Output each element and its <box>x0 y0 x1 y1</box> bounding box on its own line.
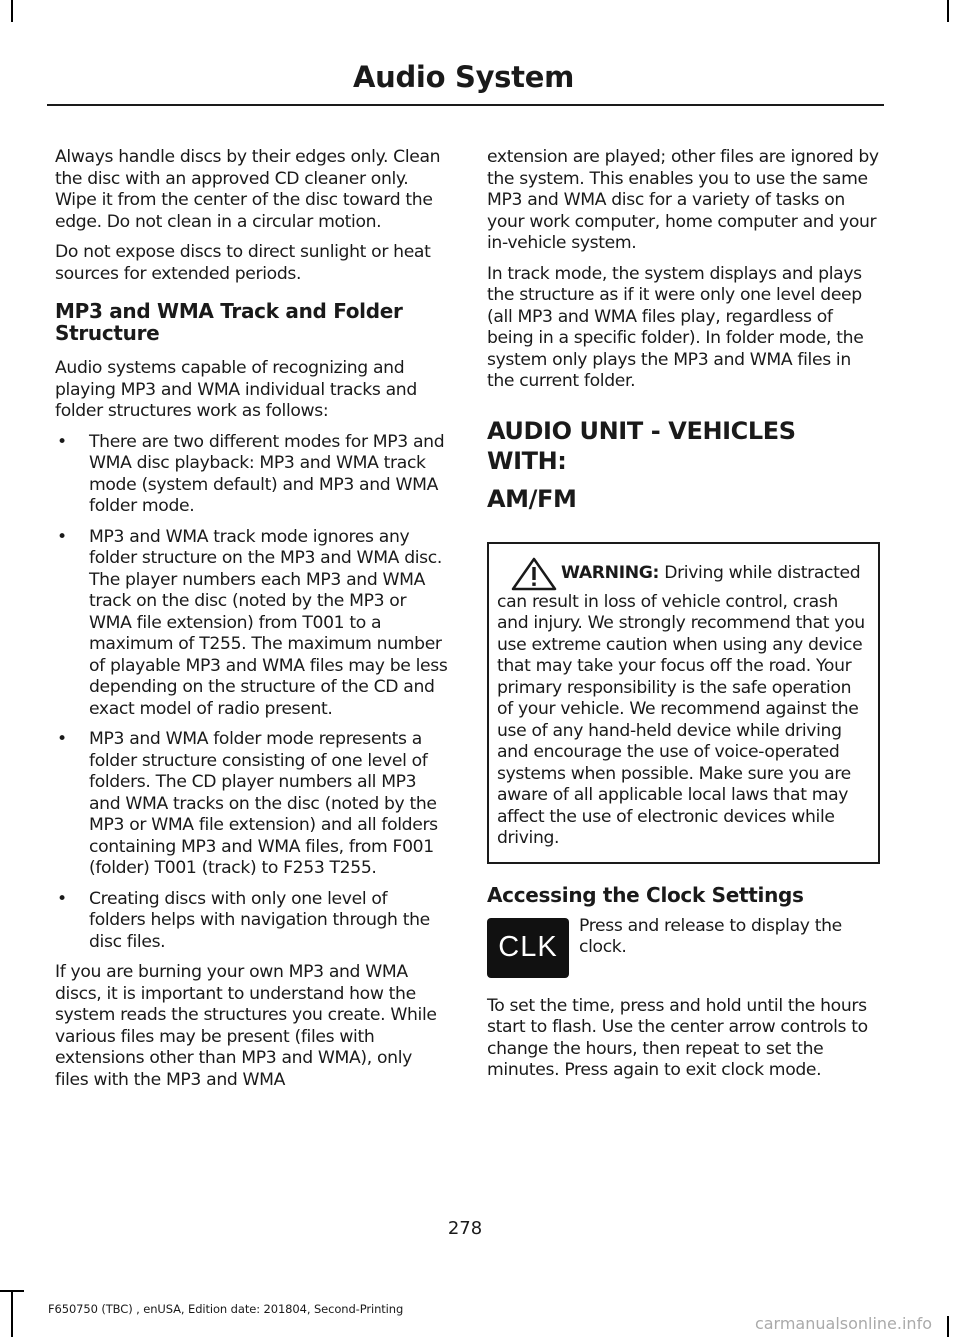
warning-text: Driving while distracted can result in loss of vehicle control, crash and injury. We strongly recommend that you use extreme caution when using any device that may take your focus off the road. Your primary responsibility is the safe operation of your vehicle. We recommend against the use of any hand-held device while driving and encourage the use of voice-operated systems when possible. Make sure you are aware of all applicable local laws that may affect the use of electronic devices while driving. <box>497 562 865 848</box>
extension-paragraph: extension are played; other files are ignored by the system. This enables you to use the same MP3 and WMA disc for a variety of tasks on your work computer, home computer and your in-vehicle system. <box>487 147 879 253</box>
right-column <box>487 147 880 1091</box>
burning-discs-paragraph: If you are burning your own MP3 and WMA discs, it is important to understand how the system reads the structures you create. While various files may be present (files with extensions other than MP3 and WMA), only files with the MP3 and WMA <box>55 962 437 1090</box>
list-item <box>55 729 448 880</box>
page-header-title: Audio System <box>352 60 574 94</box>
mp3-structure-heading: MP3 and WMA Track and Folder Structure <box>55 299 403 345</box>
warning-box <box>487 542 880 864</box>
list-item-text: There are two different modes for MP3 and WMA disc playback: MP3 and WMA track mode (system default) and MP3 and WMA folder mode. <box>89 431 445 516</box>
clk-instruction-row <box>487 916 880 984</box>
list-item-text: MP3 and WMA folder mode represents a folder structure consisting of one level of folders. The CD player numbers all MP3 and WMA tracks on the disc (noted by the MP3 or WMA file extension) and all folders containing MP3 and WMA files, from F001 (folder) T001 (track) to F253 T255. <box>89 729 438 878</box>
list-item-text: Creating discs with only one level of folders helps with navigation through the disc files. <box>89 888 430 952</box>
list-item <box>55 432 448 518</box>
set-time-paragraph: To set the time, press and hold until the hours start to flash. Use the center arrow controls to change the hours, then repeat to set the minutes. Press again to exit clock mode. <box>487 995 868 1080</box>
bullet-icon: • <box>57 888 67 909</box>
warning-label: WARNING: <box>561 562 660 583</box>
list-item <box>55 889 448 954</box>
edition-footer: F650750 (TBC) , enUSA, Edition date: 201804, Second-Printing <box>48 1302 404 1316</box>
crop-mark-top-left <box>11 0 13 22</box>
list-item-text: MP3 and WMA track mode ignores any folder structure on the MP3 and WMA disc. The player numbers each MP3 and WMA track on the disc (noted by the MP3 or WMA file extension) from T001 to a maximum of T255. The maximum number of playable MP3 and WMA files may be less depending on the structure of the CD and exact model of radio present. <box>89 526 448 719</box>
bullet-icon: • <box>57 431 67 452</box>
track-mode-paragraph: In track mode, the system displays and plays the structure as if it were only one level deep (all MP3 and WMA files play, regardless of being in a specific folder). In folder mode, the system only plays the MP3 and WMA files in the current folder. <box>487 263 864 391</box>
crop-mark-bottom-right <box>947 1316 949 1337</box>
header-rule <box>47 104 884 106</box>
clock-settings-heading: Accessing the Clock Settings <box>487 882 804 907</box>
watermark: carmanualsonline.info <box>754 1314 932 1333</box>
page-number: 278 <box>447 1218 483 1239</box>
clk-instruction-text: Press and release to display the clock. <box>579 915 842 957</box>
crop-mark-top-right <box>947 0 949 22</box>
crop-mark-bottom-left-h <box>0 1290 24 1292</box>
am-fm-heading: AM/FM <box>487 484 577 513</box>
crop-mark-bottom-left <box>11 1290 13 1337</box>
bullet-icon: • <box>57 526 67 547</box>
list-item <box>55 527 448 721</box>
audio-unit-heading: AUDIO UNIT - VEHICLES WITH: <box>487 416 796 475</box>
disc-handling-paragraph: Always handle discs by their edges only. Clean the disc with an approved CD cleaner only. Wipe it from the center of the disc toward the edge. Do not clean in a circular motion. <box>55 147 441 232</box>
mp3-intro-paragraph: Audio systems capable of recognizing and playing MP3 and WMA individual tracks and folder structures work as follows: <box>55 358 417 421</box>
warning-triangle-icon <box>511 556 557 592</box>
bullet-icon: • <box>57 729 67 749</box>
mp3-bullet-list <box>55 432 448 954</box>
disc-heat-paragraph: Do not expose discs to direct sunlight or heat sources for extended periods. <box>55 242 431 284</box>
clk-button-icon: CLK <box>487 918 569 978</box>
left-column <box>55 147 448 1100</box>
